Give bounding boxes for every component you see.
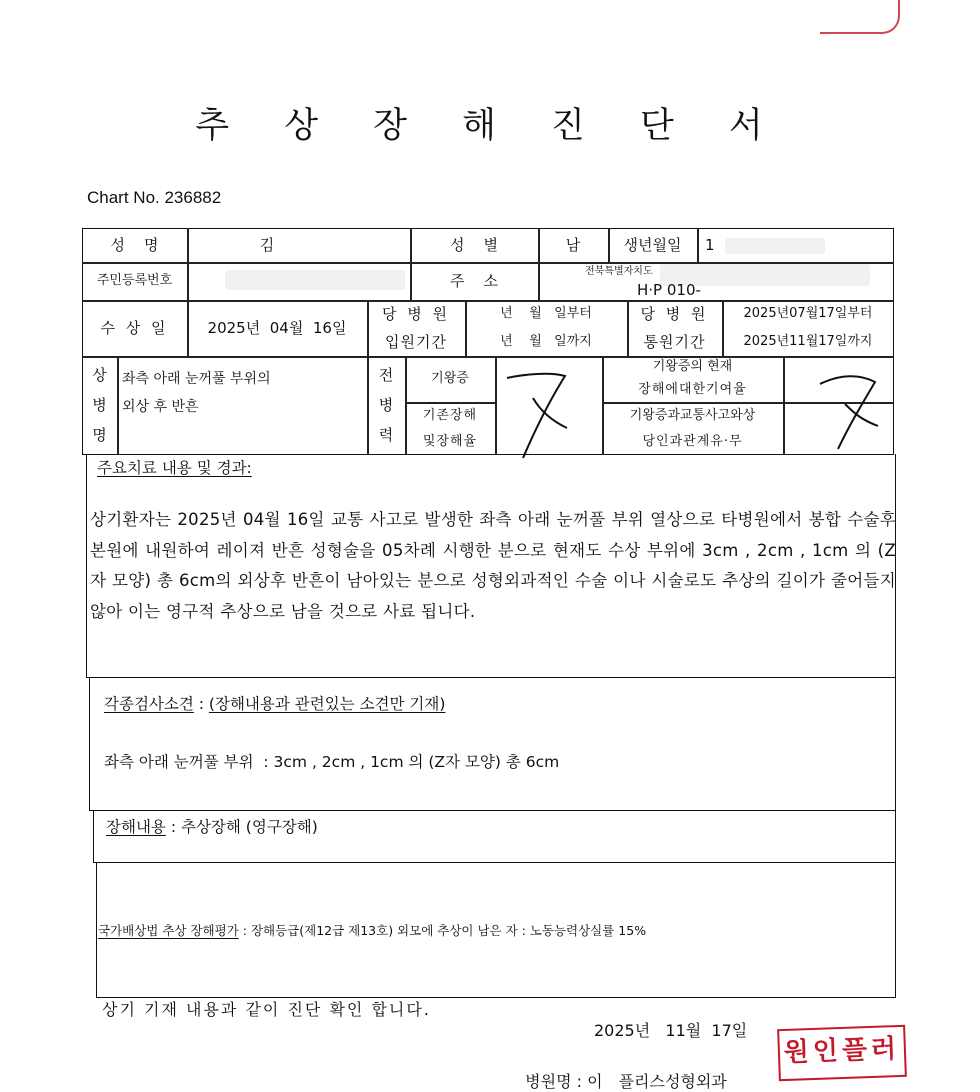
diagnosis-label-char: 명 — [92, 426, 107, 444]
name-value: 김 — [259, 236, 275, 254]
address-line1: 전북특별자치도 — [585, 266, 653, 277]
existing-disability-label-2: 및장해율 — [422, 433, 478, 449]
outpatient-label-2: 통원기간 — [643, 333, 706, 351]
inpatient-label-2: 입원기간 — [385, 333, 447, 351]
disability-value: 추상장해 (영구장해) — [180, 818, 318, 836]
treatment-heading: 주요치료 내용 및 경과: — [97, 459, 252, 477]
seal-stamp-top — [820, 0, 900, 34]
hospital-name: 이 플리스성형외과 — [587, 1072, 727, 1091]
injury-date-label: 수 상 일 — [100, 319, 169, 337]
national-compensation-heading: 국가배상법 추상 장해평가 — [98, 923, 239, 938]
existing-disability-label-1: 기존장해 — [422, 407, 478, 423]
redaction — [225, 270, 405, 290]
exam-finding: 좌측 아래 눈꺼풀 부위 : 3cm , 2cm , 1cm 의 (Z자 모양) 총 6cm — [104, 753, 560, 771]
outpatient-to: 2025년11월17일까지 — [743, 333, 873, 349]
causation-label-1: 기왕증과교통사고와상 — [629, 407, 756, 423]
hospital-label: 병원명 : — [525, 1072, 583, 1091]
hospital-seal-stamp: 원인플러 — [777, 1025, 907, 1081]
inpatient-label-1: 당 병 원 — [381, 305, 450, 323]
diagnosis-label-char: 병 — [92, 396, 107, 414]
rrn-label: 주민등록번호 — [96, 272, 173, 288]
treatment-body: 상기환자는 2025년 04월 16일 교통 사고로 발생한 좌측 아래 눈꺼풀 부위 열상으로 타병원에서 봉합 수술후 본원에 내원하여 레이져 반흔 성형술을 05차례 시행한 분으로 현재도 수상 부위에 3cm , 2cm , 1cm 의 (Z자 모양) 총 6cm의 외상후 반흔이 남아있는 분으로 성형외과적인 수술 이나 시술로도 추상의 길이가 줄어들지 않아 이는 영구적 추상으로 남을 것으로 사료 됩니다. — [90, 510, 896, 621]
inpatient-to: 년 월 일까지 — [500, 333, 592, 349]
dob-value: 1 — [705, 236, 715, 254]
confirmation-text: 상기 기재 내용과 같이 진단 확인 합니다. — [102, 1000, 431, 1019]
contribution-label-1: 기왕증의 현재 — [652, 359, 733, 375]
history-label-char: 력 — [378, 426, 394, 444]
disability-sep: : — [165, 818, 181, 836]
sex-label: 성 별 — [449, 236, 499, 254]
national-compensation-text: : 장해등급(제12급 제13호) 외모에 추상이 남은 자 : 노동능력상실률 15% — [238, 923, 647, 938]
strike-mark-icon — [495, 360, 605, 460]
history-label-char: 병 — [378, 396, 394, 414]
disability-heading: 장해내용 — [106, 818, 166, 836]
injury-date-value: 2025년 04월 16일 — [207, 319, 347, 337]
contribution-label-2: 장해에대한기여율 — [638, 382, 747, 398]
exam-heading-sep: : — [193, 695, 209, 713]
history-label-char: 전 — [378, 366, 394, 384]
inpatient-from: 년 월 일부터 — [500, 305, 592, 321]
national-compensation-row — [98, 921, 646, 939]
diagnosis-text-line2: 외상 후 반흔 — [122, 399, 199, 415]
diagnosis-text-line1: 좌측 아래 눈꺼풀 부위의 — [122, 371, 271, 387]
outpatient-from: 2025년07월17일부터 — [743, 305, 873, 321]
document-title: 추 상 장 해 진 단 서 — [195, 106, 785, 146]
phone-number: H·P 010- — [637, 281, 701, 299]
col-divider — [117, 356, 119, 455]
dob-label: 생년월일 — [623, 236, 682, 254]
col-divider — [697, 228, 699, 262]
hospital-row — [515, 1050, 727, 1092]
causation-label-2: 당인과관계유·무 — [642, 433, 743, 449]
disability-row — [106, 815, 318, 837]
diagnosis-label-char: 상 — [92, 366, 107, 384]
preexisting-label: 기왕증 — [431, 370, 469, 386]
issue-date: 2025년 11월 17일 — [594, 1021, 748, 1040]
name-label: 성 명 — [110, 236, 159, 254]
strike-mark-icon — [800, 364, 895, 454]
sex-value: 남 — [565, 236, 581, 254]
exam-heading-row — [104, 692, 445, 714]
exam-heading-note: (장해내용과 관련있는 소견만 기재) — [208, 695, 446, 713]
exam-heading: 각종검사소견 — [104, 695, 194, 713]
col-divider — [783, 356, 785, 455]
redaction — [725, 238, 825, 254]
outpatient-label-1: 당 병 원 — [640, 305, 709, 323]
address-label: 주 소 — [449, 272, 499, 290]
chart-number: Chart No. 236882 — [87, 188, 222, 207]
